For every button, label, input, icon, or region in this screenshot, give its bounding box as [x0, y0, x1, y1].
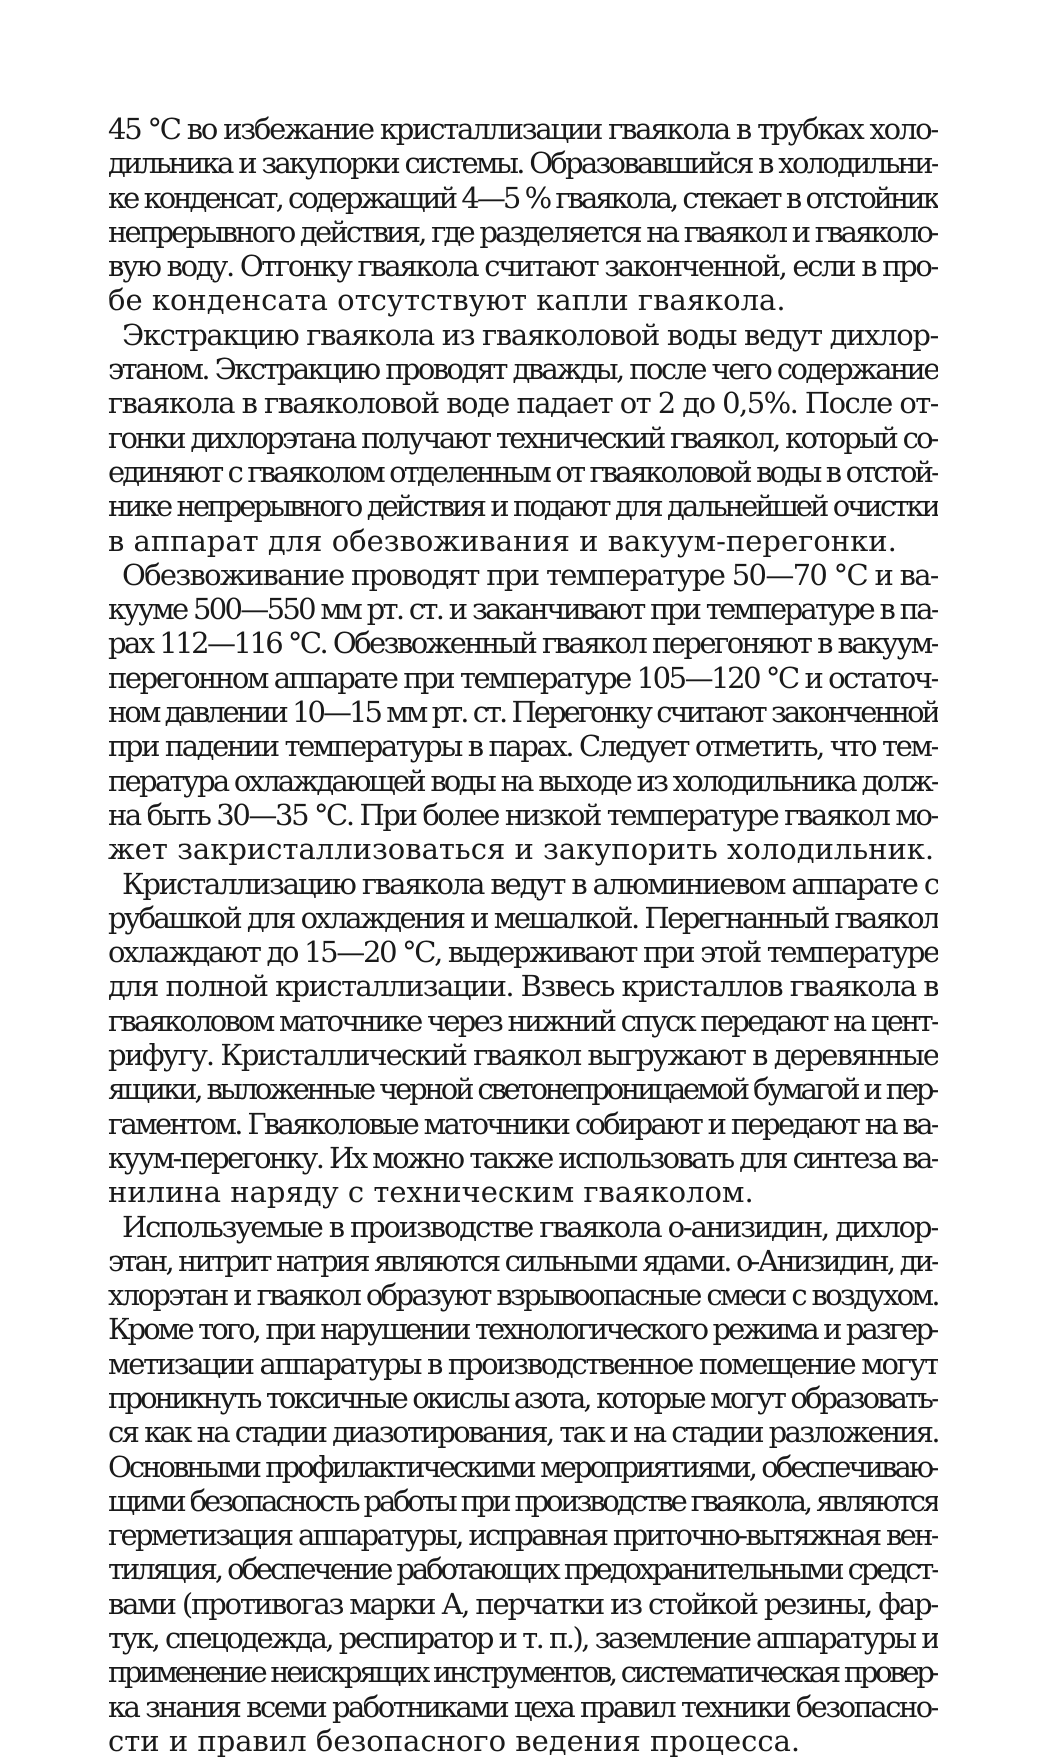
page-body: [108, 112, 938, 1758]
text-line: нике непрерывного действия и подают для дальнейшей очистки: [108, 489, 938, 523]
text-line: этаном. Экстракцию проводят дважды, после чего содержание: [108, 352, 938, 386]
text-line: рах 112—116 °С. Обезвоженный гваякол перегоняют в вакуум-: [108, 626, 938, 660]
text-line: гаментом. Гваяколовые маточники собирают и передают на ва-: [108, 1107, 938, 1141]
text-line: применение неискрящих инструментов, систематическая провер-: [108, 1655, 938, 1689]
text-line: ящики, выложенные черной светонепроницаемой бумагой и пер-: [108, 1072, 938, 1106]
text-line: гваяколовом маточнике через нижний спуск передают на цент-: [108, 1004, 938, 1038]
text-line: рубашкой для охлаждения и мешалкой. Перегнанный гваякол: [108, 901, 938, 935]
text-line: Используемые в производстве гваякола о-анизидин, дихлор-: [108, 1210, 938, 1244]
text-line: вую воду. Отгонку гваякола считают законченной, если в про-: [108, 249, 938, 283]
text-line: в аппарат для обезвоживания и вакуум-перегонки.: [108, 524, 938, 558]
text-line: тиляция, обеспечение работающих предохранительными средст-: [108, 1552, 938, 1586]
text-line: рифугу. Кристаллический гваякол выгружают в деревянные: [108, 1038, 938, 1072]
text-line: перегонном аппарате при температуре 105—120 °С и остаточ-: [108, 661, 938, 695]
text-line: ка знания всеми работниками цеха правил техники безопасно-: [108, 1690, 938, 1724]
text-line: гваякола в гваяколовой воде падает от 2 до 0,5%. После от-: [108, 386, 938, 420]
text-line: для полной кристаллизации. Взвесь кристаллов гваякола в: [108, 969, 938, 1003]
text-line: жет закристаллизоваться и закупорить холодильник.: [108, 832, 938, 866]
text-line: Основными профилактическими мероприятиями, обеспечиваю-: [108, 1450, 938, 1484]
text-line: щими безопасность работы при производстве гваякола, являются: [108, 1484, 938, 1518]
paragraph-1: [108, 112, 938, 318]
text-line: хлорэтан и гваякол образуют взрывоопасные смеси с воздухом.: [108, 1278, 938, 1312]
text-line: дильника и закупорки системы. Образовавшийся в холодильни-: [108, 146, 938, 180]
text-line: метизации аппаратуры в производственное помещение могут: [108, 1347, 938, 1381]
text-line: пература охлаждающей воды на выходе из холодильника долж-: [108, 764, 938, 798]
paragraph-4: [108, 867, 938, 1210]
text-line: Кристаллизацию гваякола ведут в алюминиевом аппарате с: [108, 867, 938, 901]
text-line: гонки дихлорэтана получают технический гваякол, который со-: [108, 421, 938, 455]
text-line: сти и правил безопасного ведения процесса.: [108, 1724, 938, 1758]
text-line: ся как на стадии диазотирования, так и на стадии разложения.: [108, 1415, 938, 1449]
paragraph-3: [108, 558, 938, 867]
text-line: Кроме того, при нарушении технологического режима и разгер-: [108, 1312, 938, 1346]
text-line: Экстракцию гваякола из гваяколовой воды ведут дихлор-: [108, 318, 938, 352]
text-line: на быть 30—35 °С. При более низкой температуре гваякол мо-: [108, 798, 938, 832]
text-line: этан, нитрит натрия являются сильными ядами. о-Анизидин, ди-: [108, 1244, 938, 1278]
paragraph-2: [108, 318, 938, 558]
text-line: охлаждают до 15—20 °С, выдерживают при этой температуре: [108, 935, 938, 969]
text-line: бе конденсата отсутствуют капли гваякола.: [108, 283, 938, 317]
text-line: куум-перегонку. Их можно также использовать для синтеза ва-: [108, 1141, 938, 1175]
paragraph-5: [108, 1210, 938, 1758]
text-line: при падении температуры в парах. Следует отметить, что тем-: [108, 729, 938, 763]
text-line: проникнуть токсичные окислы азота, которые могут образовать-: [108, 1381, 938, 1415]
text-line: тук, спецодежда, респиратор и т. п.), заземление аппаратуры и: [108, 1621, 938, 1655]
text-line: непрерывного действия, где разделяется на гваякол и гваяколо-: [108, 215, 938, 249]
text-line: Обезвоживание проводят при температуре 50—70 °С и ва-: [108, 558, 938, 592]
text-line: герметизация аппаратуры, исправная приточно-вытяжная вен-: [108, 1518, 938, 1552]
text-line: вами (противогаз марки А, перчатки из стойкой резины, фар-: [108, 1587, 938, 1621]
text-line: 45 °C во избежание кристаллизации гваякола в трубках холо-: [108, 112, 938, 146]
text-line: ном давлении 10—15 мм рт. ст. Перегонку считают законченной: [108, 695, 938, 729]
text-line: нилина наряду с техническим гваяколом.: [108, 1175, 938, 1209]
text-line: кууме 500—550 мм рт. ст. и заканчивают при температуре в па-: [108, 592, 938, 626]
text-line: единяют с гваяколом отделенным от гваяколовой воды в отстой-: [108, 455, 938, 489]
text-line: ке конденсат, содержащий 4—5 % гваякола, стекает в отстойник: [108, 181, 938, 215]
